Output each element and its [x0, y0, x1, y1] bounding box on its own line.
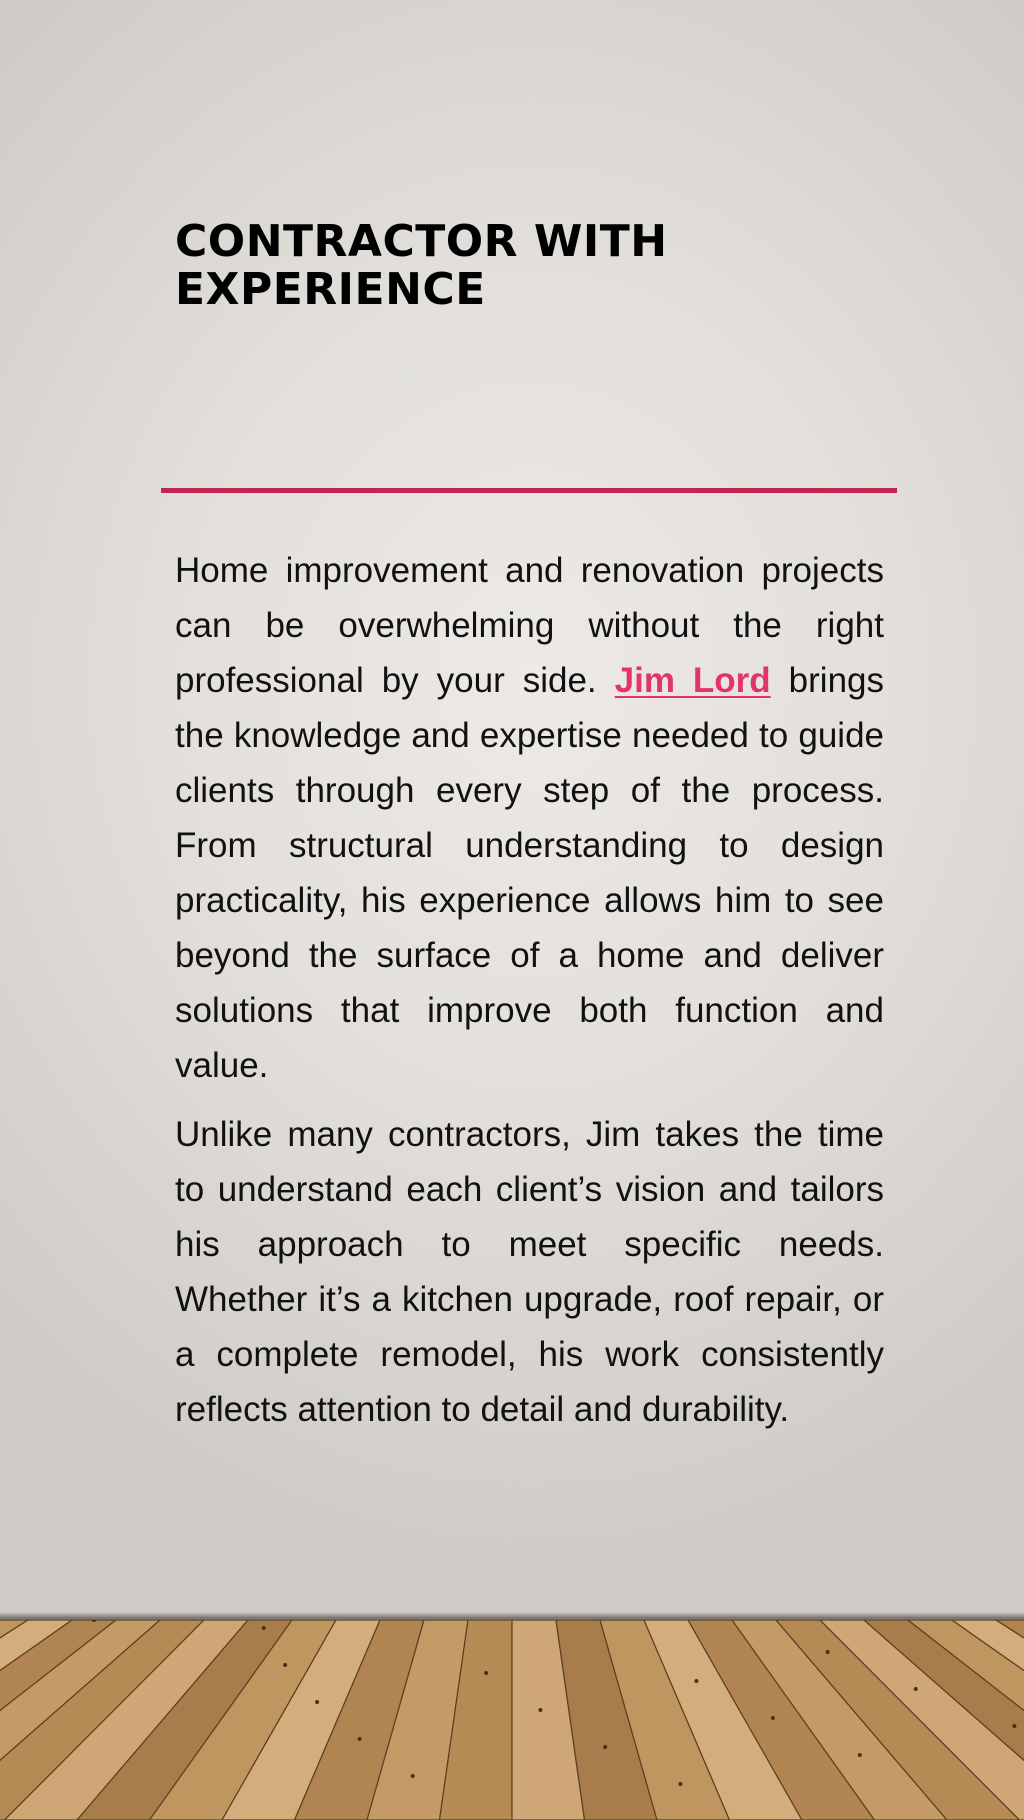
floor-nail — [262, 1626, 266, 1630]
floor-nail — [538, 1708, 542, 1712]
floor-nail — [678, 1782, 682, 1786]
floor-nail — [694, 1679, 698, 1683]
slide-body — [175, 543, 884, 1451]
paragraph-approach: Unlike many contractors, Jim takes the time to understand each client’s vision and tailors his approach to meet specific needs. Whether it’s a kitchen upgrade, roof repair, or a complete remodel, his work consistently reflects attention to detail and durability. — [175, 1115, 884, 1429]
jim-lord-link[interactable]: Jim Lord — [614, 661, 771, 700]
floor-nail — [826, 1650, 830, 1654]
floor-nail — [603, 1745, 607, 1749]
floor-nail — [283, 1663, 287, 1667]
floor-nail — [411, 1774, 415, 1778]
wood-floor — [0, 1620, 1024, 1820]
floor-nail — [484, 1671, 488, 1675]
slide-title-line-2: EXPERIENCE — [175, 264, 486, 315]
floor-nail — [858, 1753, 862, 1757]
floor-nail — [358, 1737, 362, 1741]
title-divider — [161, 488, 897, 493]
floor-nail — [315, 1700, 319, 1704]
paragraph-intro-text-start: Home improvement and renovation projects can be overwhelming without the right professional by your side. — [175, 551, 884, 700]
slide-title-line-1: CONTRACTOR WITH — [175, 216, 668, 267]
floor-nail — [1012, 1724, 1016, 1728]
floor-nail — [771, 1716, 775, 1720]
slide-title — [175, 218, 775, 314]
wood-floor-planks — [0, 1620, 1024, 1820]
paragraph-intro — [175, 543, 884, 1093]
paragraph-intro-text-end: brings the knowledge and expertise needed to guide clients through every step of the process. From structural understanding to design practicality, his experience allows him to see beyond the surface of a home and deliver solutions that improve both function and value. — [175, 661, 884, 1085]
floor-nail — [914, 1687, 918, 1691]
